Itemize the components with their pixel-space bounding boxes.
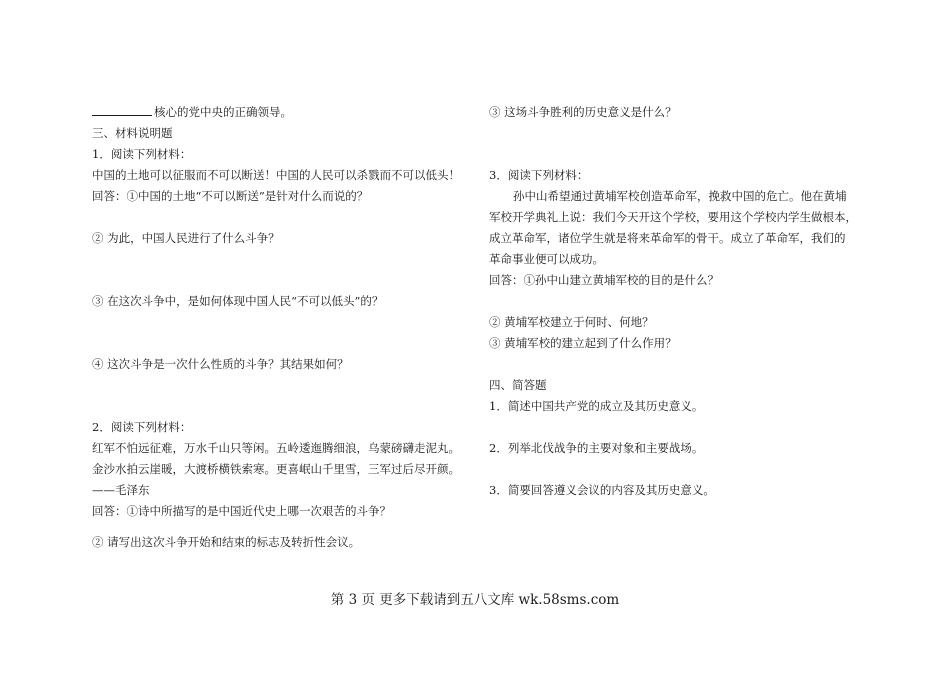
poem-line-2: 金沙水拍云崖暖，大渡桥横铁索寒。更喜岷山千里雪，三军过后尽开颜。: [92, 462, 460, 476]
poem-author: ——毛泽东: [92, 483, 150, 497]
question-1-heading: 1．阅读下列材料：: [92, 147, 192, 161]
question-3-material-2: 军校开学典礼上说：我们今天开这个学校，要用这个学校内学生做根本，: [489, 210, 857, 224]
question-1-sub-4: ④ 这次斗争是一次什么性质的斗争？其结果如何？: [92, 357, 349, 371]
short-answer-3: 3．简要回答遵义会议的内容及其历史意义。: [489, 483, 715, 497]
page-footer: 第 3 页 更多下载请到五八文库 wk.58sms.com: [330, 592, 620, 608]
question-1-material: 中国的土地可以征服而不可以断送！中国的人民可以杀戮而不可以低头！: [92, 168, 460, 182]
question-2-sub-2: ② 请写出这次斗争开始和结束的标志及转折性会议。: [92, 535, 361, 549]
question-3-material-3: 成立革命军，诸位学生就是将来革命军的骨干。成立了革命军，我们的: [489, 231, 846, 245]
question-1-sub-3: ③ 在这次斗争中，是如何体现中国人民“不可以低头”的？: [92, 294, 384, 308]
question-2-heading: 2．阅读下列材料：: [92, 420, 192, 434]
question-2-sub-3: ③ 这场斗争胜利的历史意义是什么？: [489, 105, 677, 119]
right-column: [489, 102, 874, 501]
poem-line-1: 红军不怕远征难，万水千山只等闲。五岭逶迤腾细浪，乌蒙磅礴走泥丸。: [92, 441, 460, 455]
question-1-sub-1: 回答：①中国的土地“不可以断送”是针对什么而说的？: [92, 189, 369, 203]
continuation-line: 核心的党中央的正确领导。: [92, 102, 477, 123]
question-1-sub-2: ② 为此，中国人民进行了什么斗争？: [92, 231, 280, 245]
section-heading-short-answer: 四、简答题: [489, 378, 547, 392]
short-answer-1: 1．简述中国共产党的成立及其历史意义。: [489, 399, 704, 413]
question-2-sub-1: 回答：①诗中所描写的是中国近代史上哪一次艰苦的斗争？: [92, 504, 391, 518]
question-3-material-1: 孙中山希望通过黄埔军校创造革命军，挽救中国的危亡。他在黄埔: [513, 189, 847, 203]
question-3-sub-3: ③ 黄埔军校的建立起到了什么作用？: [489, 336, 677, 350]
question-3-material-4: 革命事业便可以成功。: [489, 252, 604, 266]
question-3-sub-1: 回答：①孙中山建立黄埔军校的目的是什么？: [489, 273, 719, 287]
question-3-heading: 3．阅读下列材料：: [489, 168, 589, 182]
question-3-sub-2: ② 黄埔军校建立于何时、何地？: [489, 315, 654, 329]
left-column: [92, 102, 477, 553]
short-answer-2: 2．列举北伐战争的主要对象和主要战场。: [489, 441, 704, 455]
section-heading-materials: 三、材料说明题: [92, 126, 173, 140]
fill-in-blank: [92, 103, 152, 116]
